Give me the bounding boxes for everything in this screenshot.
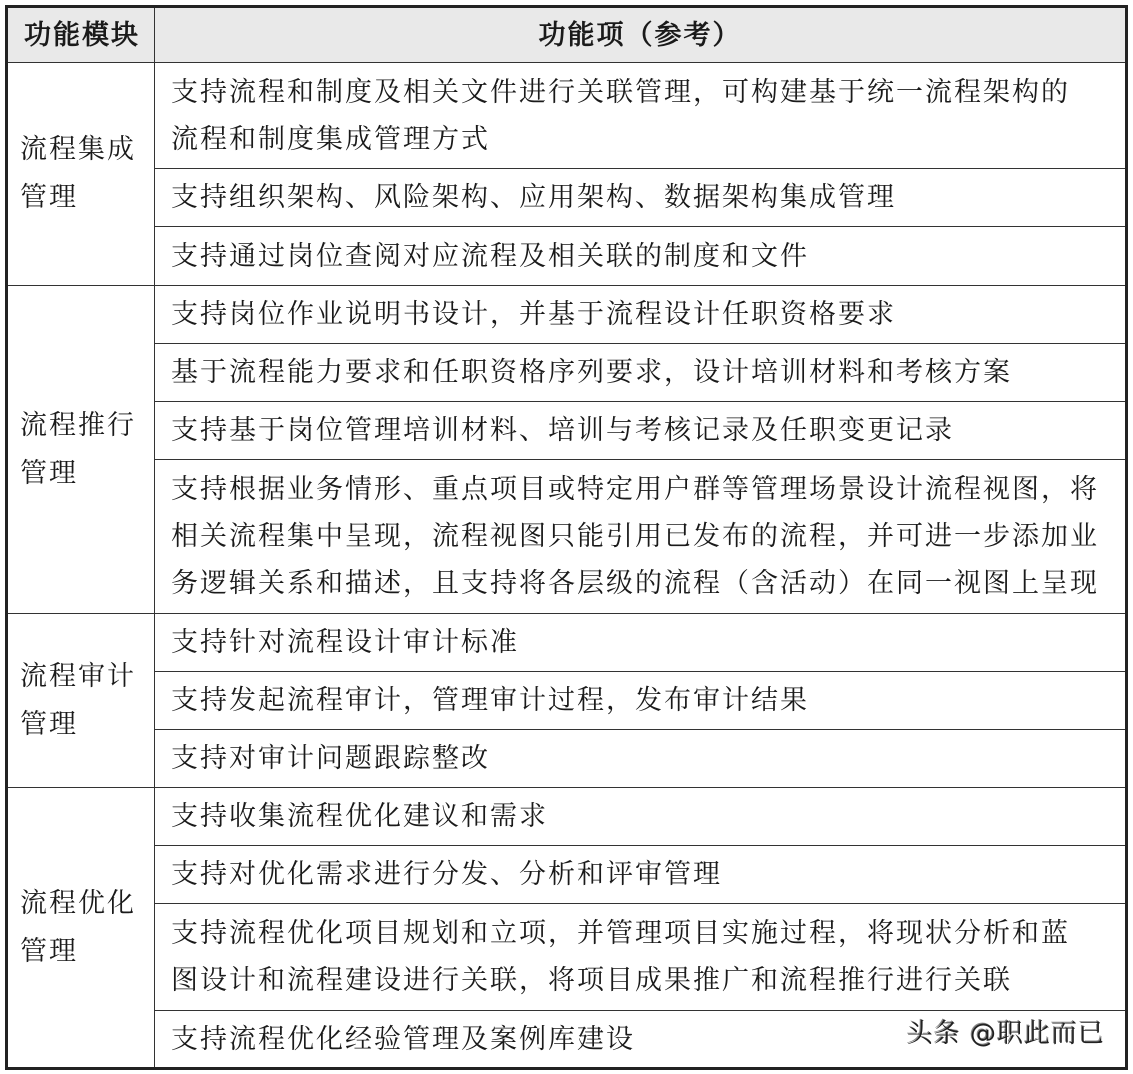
item-text: 相关流程集中呈现，流程视图只能引用已发布的流程，并可进一步添加业 (171, 521, 1099, 552)
item-cell (155, 672, 1127, 730)
item-text: 支持流程和制度及相关文件进行关联管理，可构建基于统一流程架构的 (171, 76, 1070, 108)
module-cell (7, 286, 155, 614)
item-text: 基于流程能力要求和任职资格序列要求，设计培训材料和考核方案 (171, 357, 1012, 388)
table-row (7, 730, 1127, 788)
table-row (7, 169, 1127, 227)
module-label: 流程优化管理 (20, 887, 136, 967)
item-text: 流程和制度集成管理方式 (171, 123, 490, 155)
header-row (7, 7, 1127, 63)
item-cell (155, 730, 1127, 788)
item-text: 支持根据业务情形、重点项目或特定用户群等管理场景设计流程视图，将 (171, 474, 1099, 505)
module-cell (7, 614, 155, 788)
item-cell (155, 227, 1127, 286)
header-module: 功能模块 (7, 7, 155, 63)
item-text: 支持发起流程审计，管理审计过程，发布审计结果 (171, 685, 809, 716)
table-row (7, 402, 1127, 460)
table-row (7, 460, 1127, 614)
module-label: 流程集成管理 (20, 134, 136, 213)
table-row (7, 672, 1127, 730)
item-text: 支持流程优化经验管理及案例库建设 (171, 1023, 635, 1055)
module-cell (7, 788, 155, 1069)
item-cell (155, 169, 1127, 227)
table-row (7, 63, 1127, 169)
header-items: 功能项（参考） (155, 7, 1127, 63)
item-cell (155, 846, 1127, 904)
item-cell (155, 63, 1127, 169)
table-row (7, 614, 1127, 672)
table-row (7, 904, 1127, 1011)
table-row (7, 788, 1127, 846)
item-cell (155, 460, 1127, 614)
item-text: 图设计和流程建设进行关联，将项目成果推广和流程推行进行关联 (171, 965, 1012, 996)
module-label: 流程审计管理 (20, 660, 136, 740)
item-text: 支持组织架构、风险架构、应用架构、数据架构集成管理 (171, 182, 896, 213)
item-text: 支持针对流程设计审计标准 (171, 627, 519, 658)
item-text: 支持对优化需求进行分发、分析和评审管理 (171, 859, 722, 890)
item-text: 支持对审计问题跟踪整改 (171, 743, 490, 774)
item-text: 支持收集流程优化建议和需求 (171, 801, 548, 832)
function-table (5, 5, 1128, 1070)
item-text: 支持基于岗位管理培训材料、培训与考核记录及任职变更记录 (171, 415, 954, 446)
table-row (7, 846, 1127, 904)
item-cell (155, 286, 1127, 344)
table-row (7, 344, 1127, 402)
module-cell (7, 63, 155, 286)
item-text: 支持通过岗位查阅对应流程及相关联的制度和文件 (171, 240, 809, 272)
table-row (7, 227, 1127, 286)
item-cell (155, 344, 1127, 402)
watermark: 头条 @职此而已 (906, 1019, 1105, 1049)
item-cell (155, 788, 1127, 846)
item-cell (155, 402, 1127, 460)
table-row (7, 286, 1127, 344)
item-text: 务逻辑关系和描述，且支持将各层级的流程（含活动）在同一视图上呈现 (171, 568, 1099, 599)
module-label: 流程推行管理 (20, 409, 136, 489)
item-text: 支持流程优化项目规划和立项，并管理项目实施过程，将现状分析和蓝 (171, 918, 1070, 949)
item-cell (155, 614, 1127, 672)
item-text: 支持岗位作业说明书设计，并基于流程设计任职资格要求 (171, 299, 896, 330)
item-cell (155, 904, 1127, 1011)
